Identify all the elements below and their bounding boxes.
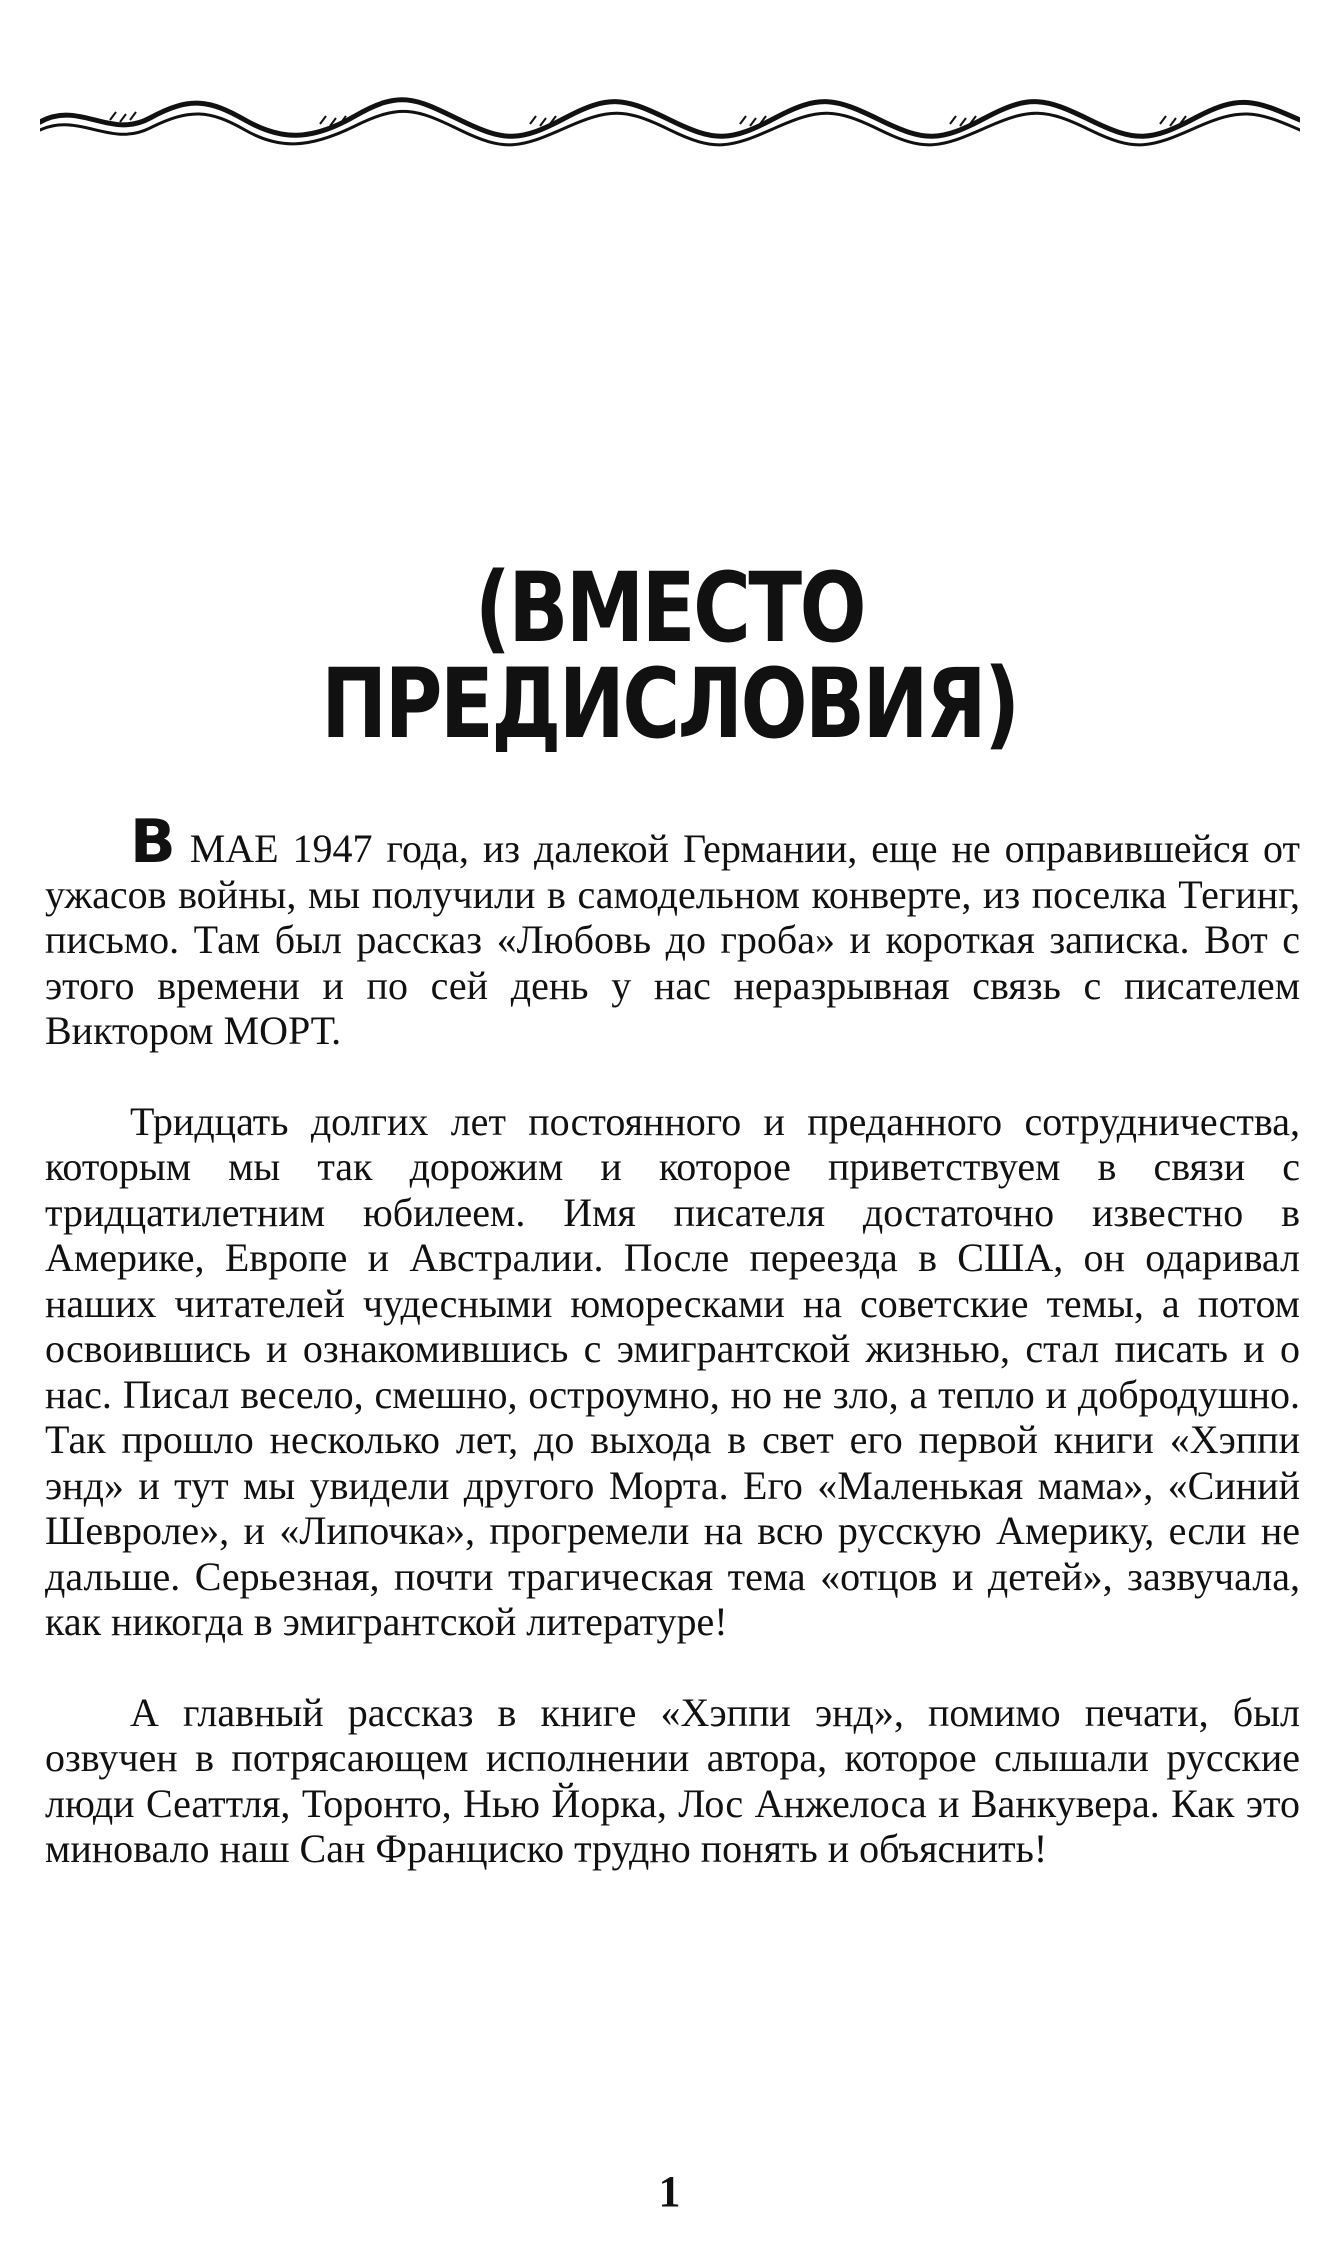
- paragraph-3: А главный рассказ в книге «Хэппи энд», помимо печати, был озвучен в потрясающем исполнении автора, которое слышали русские люди Сеаттля, Торонто, Нью Йорка, Лос Анжелоса и Ванкувера. Как это миновало наш Сан Франциско трудно понять и объяснить!: [45, 1689, 1300, 1871]
- drop-cap: В: [130, 807, 176, 877]
- paragraph-1-text: МАЕ 1947 года, из далекой Германии, еще не оправившейся от ужасов войны, мы получили в самодельном конверте, из поселка Тегинг, письмо. Там был рассказ «Любовь до гроба» и короткая записка. Вот с этого времени и по сей день у нас неразрывная связь с писателем Виктором МОРТ.: [45, 826, 1300, 1053]
- paragraph-2: Тридцать долгих лет постоянного и преданного сотрудничества, которым мы так дорожим и которое приветствуем в связи с тридцатилетним юбилеем. Имя писателя достаточно известно в Америке, Европе и Австралии. После переезда в США, он одаривал наших читателей чудесными юморесками на советские темы, а потом освоившись и ознакомившись с эмигрантской жизнью, стал писать и о нас. Писал весело, смешно, остроумно, но не зло, а тепло и добродушно. Так прошло несколько лет, до выхода в свет его первой книги «Хэппи энд» и тут мы увидели другого Морта. Его «Маленькая мама», «Синий Шевроле», и «Липочка», прогремели на всю русскую Америку, если не дальше. Серьезная, почти трагическая тема «отцов и детей», зазвучала, как никогда в эмигрантской литературе!: [45, 1098, 1300, 1644]
- paragraph-1: [45, 807, 1300, 1054]
- body-text: [45, 807, 1300, 1917]
- page-number: 1: [658, 2167, 681, 2216]
- decorative-wave-border-icon: [40, 90, 1300, 150]
- page-title: (ВМЕСТО ПРЕДИСЛОВИЯ): [321, 552, 1018, 760]
